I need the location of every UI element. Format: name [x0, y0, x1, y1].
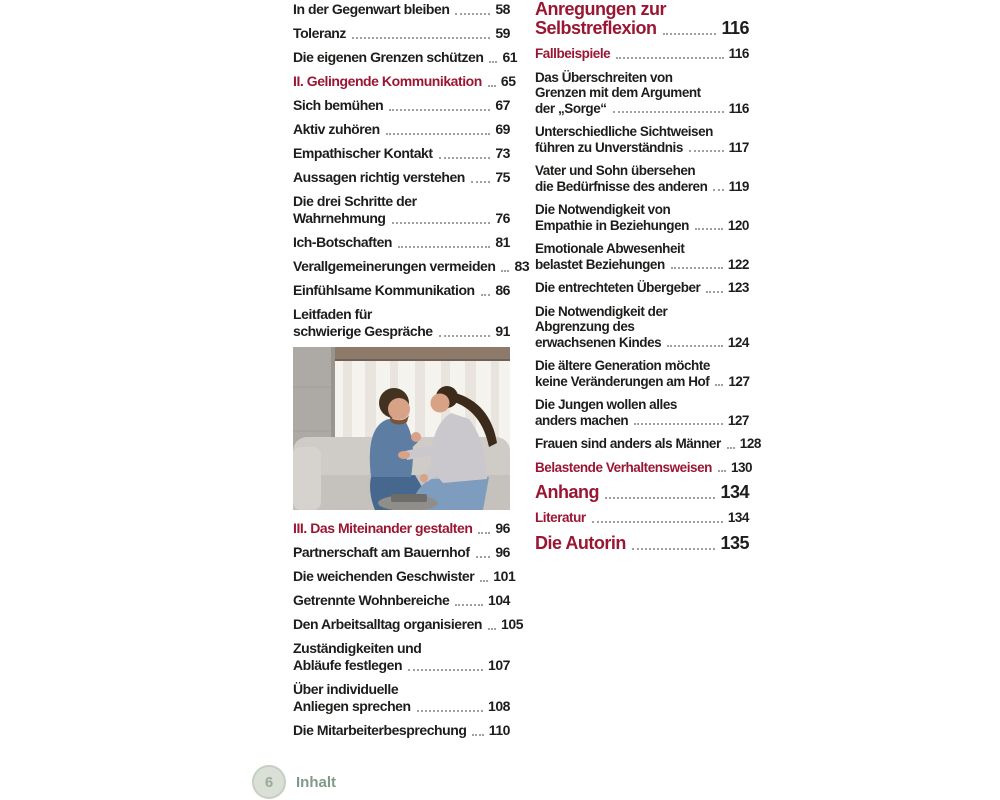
toc-entry-page-number: 105	[501, 616, 524, 632]
toc-entry	[535, 483, 749, 502]
toc-entry-title-line: Die drei Schritte der	[293, 193, 417, 209]
toc-entry	[293, 568, 516, 585]
toc-entry-page-number: 127	[728, 373, 750, 389]
toc-entry-page-number: 124	[727, 334, 749, 350]
toc-entry-page-number: 123	[727, 280, 749, 295]
toc-entry-title: Literatur	[535, 510, 586, 525]
toc-entry-page-number: 86	[495, 282, 510, 298]
toc-entry-page-number: 119	[728, 178, 749, 194]
toc-entry-page-number: 104	[487, 592, 510, 608]
dotted-leader	[480, 580, 488, 582]
toc-entry	[293, 640, 510, 674]
dotted-leader	[488, 85, 496, 87]
dotted-leader	[634, 423, 723, 425]
dotted-leader	[613, 111, 724, 113]
toc-entry	[293, 520, 510, 537]
toc-entry	[535, 46, 749, 62]
dotted-leader	[695, 228, 723, 230]
toc-entry-page-number: 134	[720, 482, 749, 502]
dotted-leader	[715, 384, 723, 386]
dotted-leader	[727, 447, 735, 449]
toc-entry-title-line: Die Jungen wollen alles	[535, 397, 677, 412]
toc-entry-title-line: Leitfaden für	[293, 306, 372, 322]
toc-entry-title: Getrennte Wohnbereiche	[293, 592, 450, 608]
dotted-leader	[632, 548, 716, 550]
toc-entry-title: Selbstreflexion	[535, 18, 657, 38]
toc-entry-page-number: 65	[500, 73, 516, 89]
toc-entry-page-number: 59	[495, 25, 510, 41]
toc-entry-page-number: 120	[727, 217, 749, 233]
toc-entry	[293, 49, 518, 66]
toc-entry-page-number: 96	[495, 520, 510, 536]
dotted-leader	[455, 13, 490, 15]
toc-left-top-entries	[293, 1, 530, 340]
dotted-leader	[713, 189, 723, 191]
toc-entry-title: III. Das Miteinander gestalten	[293, 520, 473, 536]
toc-entry	[293, 121, 510, 138]
toc-entry	[293, 25, 510, 42]
toc-entry-page-number: 67	[495, 97, 510, 113]
toc-entry-title: Frauen sind anders als Männer	[535, 436, 721, 451]
toc-entry-title: Fallbeispiele	[535, 46, 611, 61]
footer-section-label: Inhalt	[296, 773, 336, 791]
toc-entry-page-number: 83	[514, 258, 530, 274]
toc-entry-page-number: 81	[495, 234, 510, 250]
dotted-leader	[689, 150, 724, 152]
toc-entry-title: Verallgemeinerungen vermeiden	[293, 258, 496, 274]
toc-entry	[293, 616, 524, 633]
toc-entry-title: Ich-Botschaften	[293, 234, 393, 250]
toc-entry	[293, 544, 510, 561]
toc-entry-page-number: 110	[488, 722, 510, 738]
toc-entry-title: Die entrechteten Übergeber	[535, 280, 701, 295]
toc-entry-title-line: Abgrenzung des	[535, 319, 635, 334]
dotted-leader	[352, 37, 490, 39]
toc-entry-title-line: Die Notwendigkeit der	[535, 303, 668, 319]
toc-entry-title: Den Arbeitsalltag organisieren	[293, 616, 483, 632]
dotted-leader	[488, 628, 496, 630]
toc-entry	[535, 436, 761, 452]
toc-entry-page-number: 73	[495, 145, 510, 161]
toc-entry-page-number: 135	[720, 532, 749, 553]
toc-entry-title: Sich bemühen	[293, 97, 384, 113]
toc-entry-title: Abläufe festlegen	[293, 657, 403, 673]
toc-entry-page-number: 130	[730, 459, 753, 475]
dotted-leader	[592, 521, 723, 523]
toc-entry-title: Anhang	[535, 482, 599, 502]
dotted-leader	[501, 270, 509, 272]
toc-entry	[535, 304, 749, 351]
toc-entry-title-line: Über individuelle	[293, 681, 399, 697]
dotted-leader	[392, 222, 491, 224]
toc-entry-title-line: Vater und Sohn übersehen	[535, 163, 696, 178]
toc-entry	[535, 241, 749, 272]
dotted-leader	[481, 294, 491, 296]
toc-entry-page-number: 91	[495, 323, 510, 339]
dotted-leader	[489, 61, 497, 63]
dotted-leader	[718, 470, 726, 472]
toc-left-bottom-entries	[293, 520, 524, 739]
page-number: 6	[264, 773, 274, 791]
toc-entry-title: die Bedürfnisse des anderen	[535, 178, 708, 194]
toc-entry-title: Die weichenden Geschwister	[293, 568, 475, 584]
toc-entry-page-number: 108	[487, 698, 510, 714]
toc-entry-page-number: 96	[495, 544, 510, 560]
toc-entry-page-number: 116	[728, 100, 749, 116]
toc-entry-page-number: 69	[495, 121, 510, 137]
page-footer	[252, 765, 336, 799]
toc-entry-title: anders machen	[535, 412, 629, 428]
toc-right-column	[535, 0, 761, 561]
toc-entry-title: II. Gelingende Kommunikation	[293, 73, 482, 89]
dotted-leader	[417, 710, 483, 712]
toc-entry	[293, 306, 510, 340]
toc-entry-title: Toleranz	[293, 25, 346, 41]
toc-entry	[535, 534, 749, 553]
toc-entry-page-number: 107	[487, 657, 510, 673]
toc-entry-title-line: Emotionale Abwesenheit	[535, 241, 685, 256]
toc-entry-page-number: 122	[727, 256, 749, 272]
toc-entry	[293, 592, 510, 609]
toc-entry	[293, 169, 510, 186]
toc-entry-title: Aktiv zuhören	[293, 121, 380, 137]
toc-entry-title: In der Gegenwart bleiben	[293, 1, 450, 17]
toc-entry	[293, 1, 510, 18]
dotted-leader	[478, 532, 490, 534]
toc-entry-page-number: 128	[739, 436, 761, 451]
toc-entry-title: erwachsenen Kindes	[535, 334, 662, 350]
toc-entry	[535, 397, 749, 428]
toc-entry	[535, 70, 749, 117]
toc-entry-title-line: Das Überschreiten von	[535, 69, 673, 85]
dotted-leader	[667, 345, 723, 347]
dotted-leader	[476, 556, 491, 558]
dotted-leader	[398, 246, 490, 248]
toc-entry-title-line: Zuständigkeiten und	[293, 640, 422, 656]
dotted-leader	[455, 604, 483, 606]
toc-entry-title: Die Mitarbeiterbesprechung	[293, 722, 467, 738]
toc-entry-title: Die Autorin	[535, 532, 626, 553]
toc-entry-title: der „Sorge“	[535, 100, 607, 116]
toc-entry	[535, 124, 749, 155]
toc-entry-page-number: 75	[495, 169, 510, 185]
dotted-leader	[389, 109, 490, 111]
dotted-leader	[386, 133, 491, 135]
toc-entry-title-line: Anregungen zur	[535, 0, 666, 19]
toc-entry	[535, 510, 749, 526]
toc-entry	[535, 280, 749, 296]
toc-entry-page-number: 76	[495, 210, 510, 226]
page-number-badge	[252, 765, 286, 799]
toc-entry-page-number: 117	[728, 139, 749, 155]
toc-entry-title: Die eigenen Grenzen schützen	[293, 49, 484, 65]
toc-entry	[535, 163, 749, 194]
toc-entry	[535, 358, 749, 389]
toc-entry-title-line: Grenzen mit dem Argument	[535, 85, 701, 100]
toc-entry-title: Aussagen richtig verstehen	[293, 169, 465, 185]
toc-entry-title: Wahrnehmung	[293, 210, 386, 226]
toc-entry	[293, 145, 510, 162]
toc-entry	[293, 234, 510, 251]
toc-left-column	[293, 1, 530, 746]
toc-entry-page-number: 134	[727, 510, 749, 525]
toc-entry	[293, 73, 516, 90]
toc-entry-title: keine Veränderungen am Hof	[535, 373, 710, 389]
toc-entry	[293, 722, 510, 739]
dotted-leader	[616, 57, 723, 59]
dotted-leader	[439, 335, 491, 337]
toc-entry-page-number: 127	[727, 412, 749, 428]
toc-entry-title-line: Die ältere Generation möchte	[535, 358, 710, 373]
toc-entry-title: führen zu Unverständnis	[535, 139, 683, 155]
toc-entry-title: Empathie in Beziehungen	[535, 217, 689, 233]
toc-entry-title: belastet Beziehungen	[535, 256, 665, 272]
dotted-leader	[472, 734, 483, 736]
toc-entry-title: Partnerschaft am Bauernhof	[293, 544, 470, 560]
dotted-leader	[408, 669, 483, 671]
dotted-leader	[471, 181, 490, 183]
dotted-leader	[439, 157, 491, 159]
toc-entry-title: Empathischer Kontakt	[293, 145, 433, 161]
toc-entry-page-number: 101	[493, 568, 516, 584]
toc-entry	[293, 681, 510, 715]
toc-entry-title: Einfühlsame Kommunikation	[293, 282, 475, 298]
toc-entry-title-line: Unterschiedliche Sichtweisen	[535, 124, 713, 139]
couple-in-discussion-photo	[293, 347, 510, 510]
toc-entry	[293, 282, 510, 299]
toc-entry-title: Belastende Verhaltensweisen	[535, 459, 712, 475]
toc-entry-page-number: 61	[502, 49, 518, 65]
toc-entry-page-number: 116	[728, 46, 749, 61]
toc-entry-title: schwierige Gespräche	[293, 323, 433, 339]
dotted-leader	[605, 497, 715, 499]
toc-entry	[535, 459, 753, 476]
dotted-leader	[671, 267, 723, 269]
toc-entry	[535, 0, 749, 38]
dotted-leader	[706, 291, 722, 293]
toc-entry	[293, 258, 530, 275]
toc-entry	[293, 97, 510, 114]
toc-entry-title-line: Die Notwendigkeit von	[535, 202, 671, 217]
toc-entry-page-number: 116	[721, 18, 749, 38]
toc-entry-page-number: 58	[495, 1, 510, 17]
toc-entry	[535, 202, 749, 233]
toc-entry-title: Anliegen sprechen	[293, 698, 411, 714]
toc-entry	[293, 193, 510, 227]
dotted-leader	[663, 33, 717, 35]
